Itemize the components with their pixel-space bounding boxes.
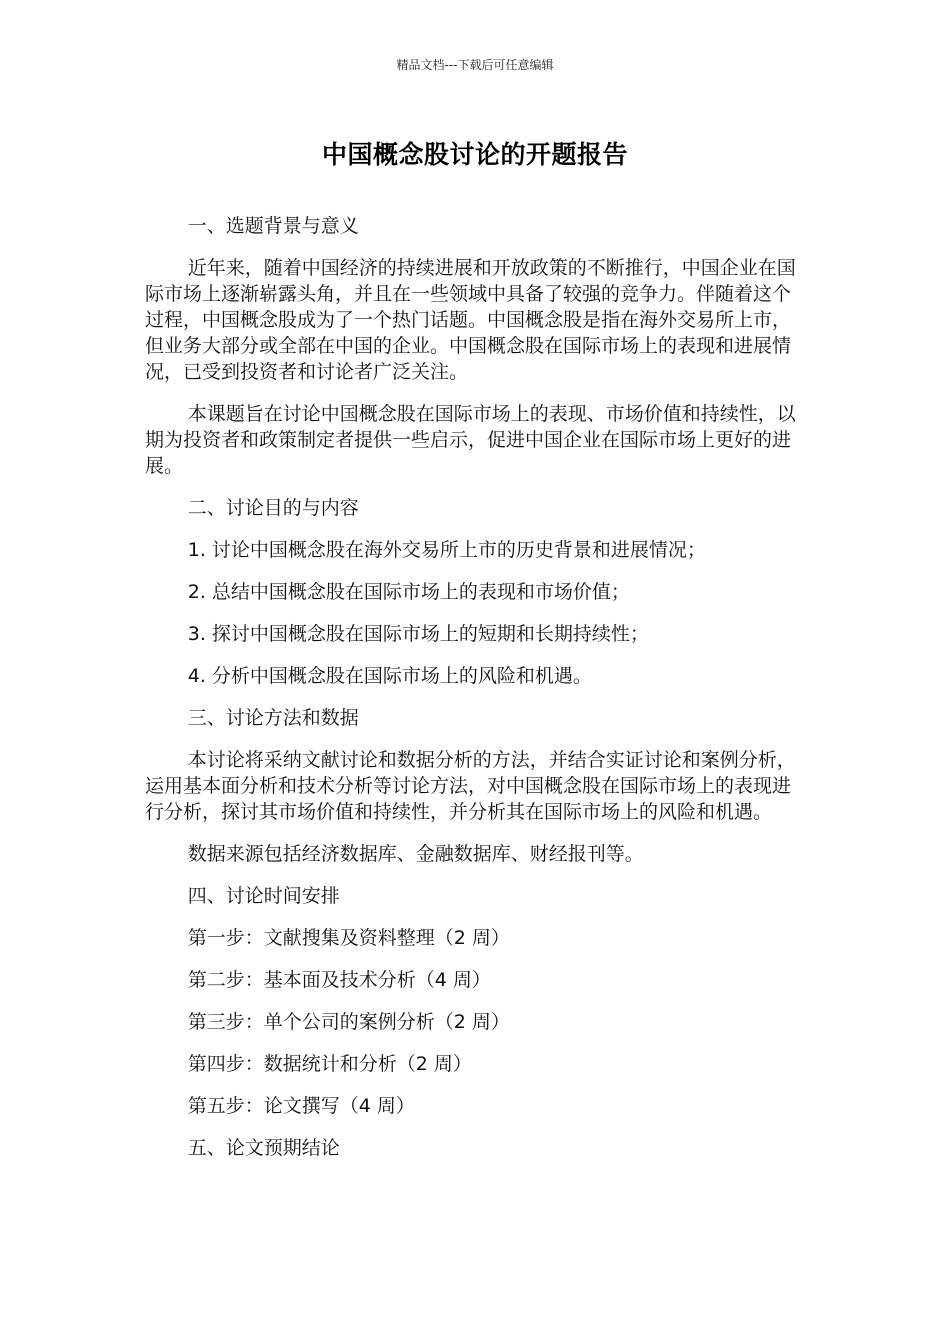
document-body: [145, 213, 805, 1177]
schedule-step-3: 第三步：单个公司的案例分析（2 周）: [187, 1011, 510, 1033]
section-heading-schedule: 四、讨论时间安排: [187, 885, 340, 907]
section-heading-conclusions: 五、论文预期结论: [187, 1137, 340, 1159]
schedule-step-4: 第四步：数据统计和分析（2 周）: [187, 1053, 472, 1075]
schedule-step-5: 第五步：论文撰写（4 周）: [187, 1095, 415, 1117]
list-item-objective-3: 3. 探讨中国概念股在国际市场上的短期和长期持续性；: [187, 623, 649, 645]
paragraph-methods: 本讨论将采纳文献讨论和数据分析的方法，并结合实证讨论和案例分析，运用基本面分析和技术分析等讨论方法，对中国概念股在国际市场上的表现进行分析，探讨其市场价值和持续性，并分析其在国际市场上的风险和机遇。: [145, 749, 796, 823]
section-heading-objectives: 二、讨论目的与内容: [187, 497, 359, 519]
schedule-step-1: 第一步：文献搜集及资料整理（2 周）: [187, 927, 510, 949]
paragraph-background: 近年来，随着中国经济的持续进展和开放政策的不断推行，中国企业在国际市场上逐渐崭露头角，并且在一些领域中具备了较强的竞争力。伴随着这个过程，中国概念股成为了一个热门话题。中国概念股是指在海外交易所上市，但业务大部分或全部在中国的企业。中国概念股在国际市场上的表现和进展情况，已受到投资者和讨论者广泛关注。: [145, 257, 796, 383]
list-item-objective-1: 1. 讨论中国概念股在海外交易所上市的历史背景和进展情况；: [187, 539, 706, 561]
page-header: 精品文档---下载后可任意编辑: [396, 58, 554, 72]
section-heading-methods: 三、讨论方法和数据: [187, 707, 359, 729]
paragraph-purpose: 本课题旨在讨论中国概念股在国际市场上的表现、市场价值和持续性，以期为投资者和政策制定者提供一些启示，促进中国企业在国际市场上更好的进展。: [145, 403, 796, 477]
list-item-objective-4: 4. 分析中国概念股在国际市场上的风险和机遇。: [187, 665, 592, 687]
list-item-objective-2: 2. 总结中国概念股在国际市场上的表现和市场价值；: [187, 581, 630, 603]
paragraph-data-sources: 数据来源包括经济数据库、金融数据库、财经报刊等。: [187, 843, 644, 865]
document-title: 中国概念股讨论的开题报告: [321, 140, 628, 169]
schedule-step-2: 第二步：基本面及技术分析（4 周）: [187, 969, 491, 991]
section-heading-background: 一、选题背景与意义: [187, 215, 359, 237]
